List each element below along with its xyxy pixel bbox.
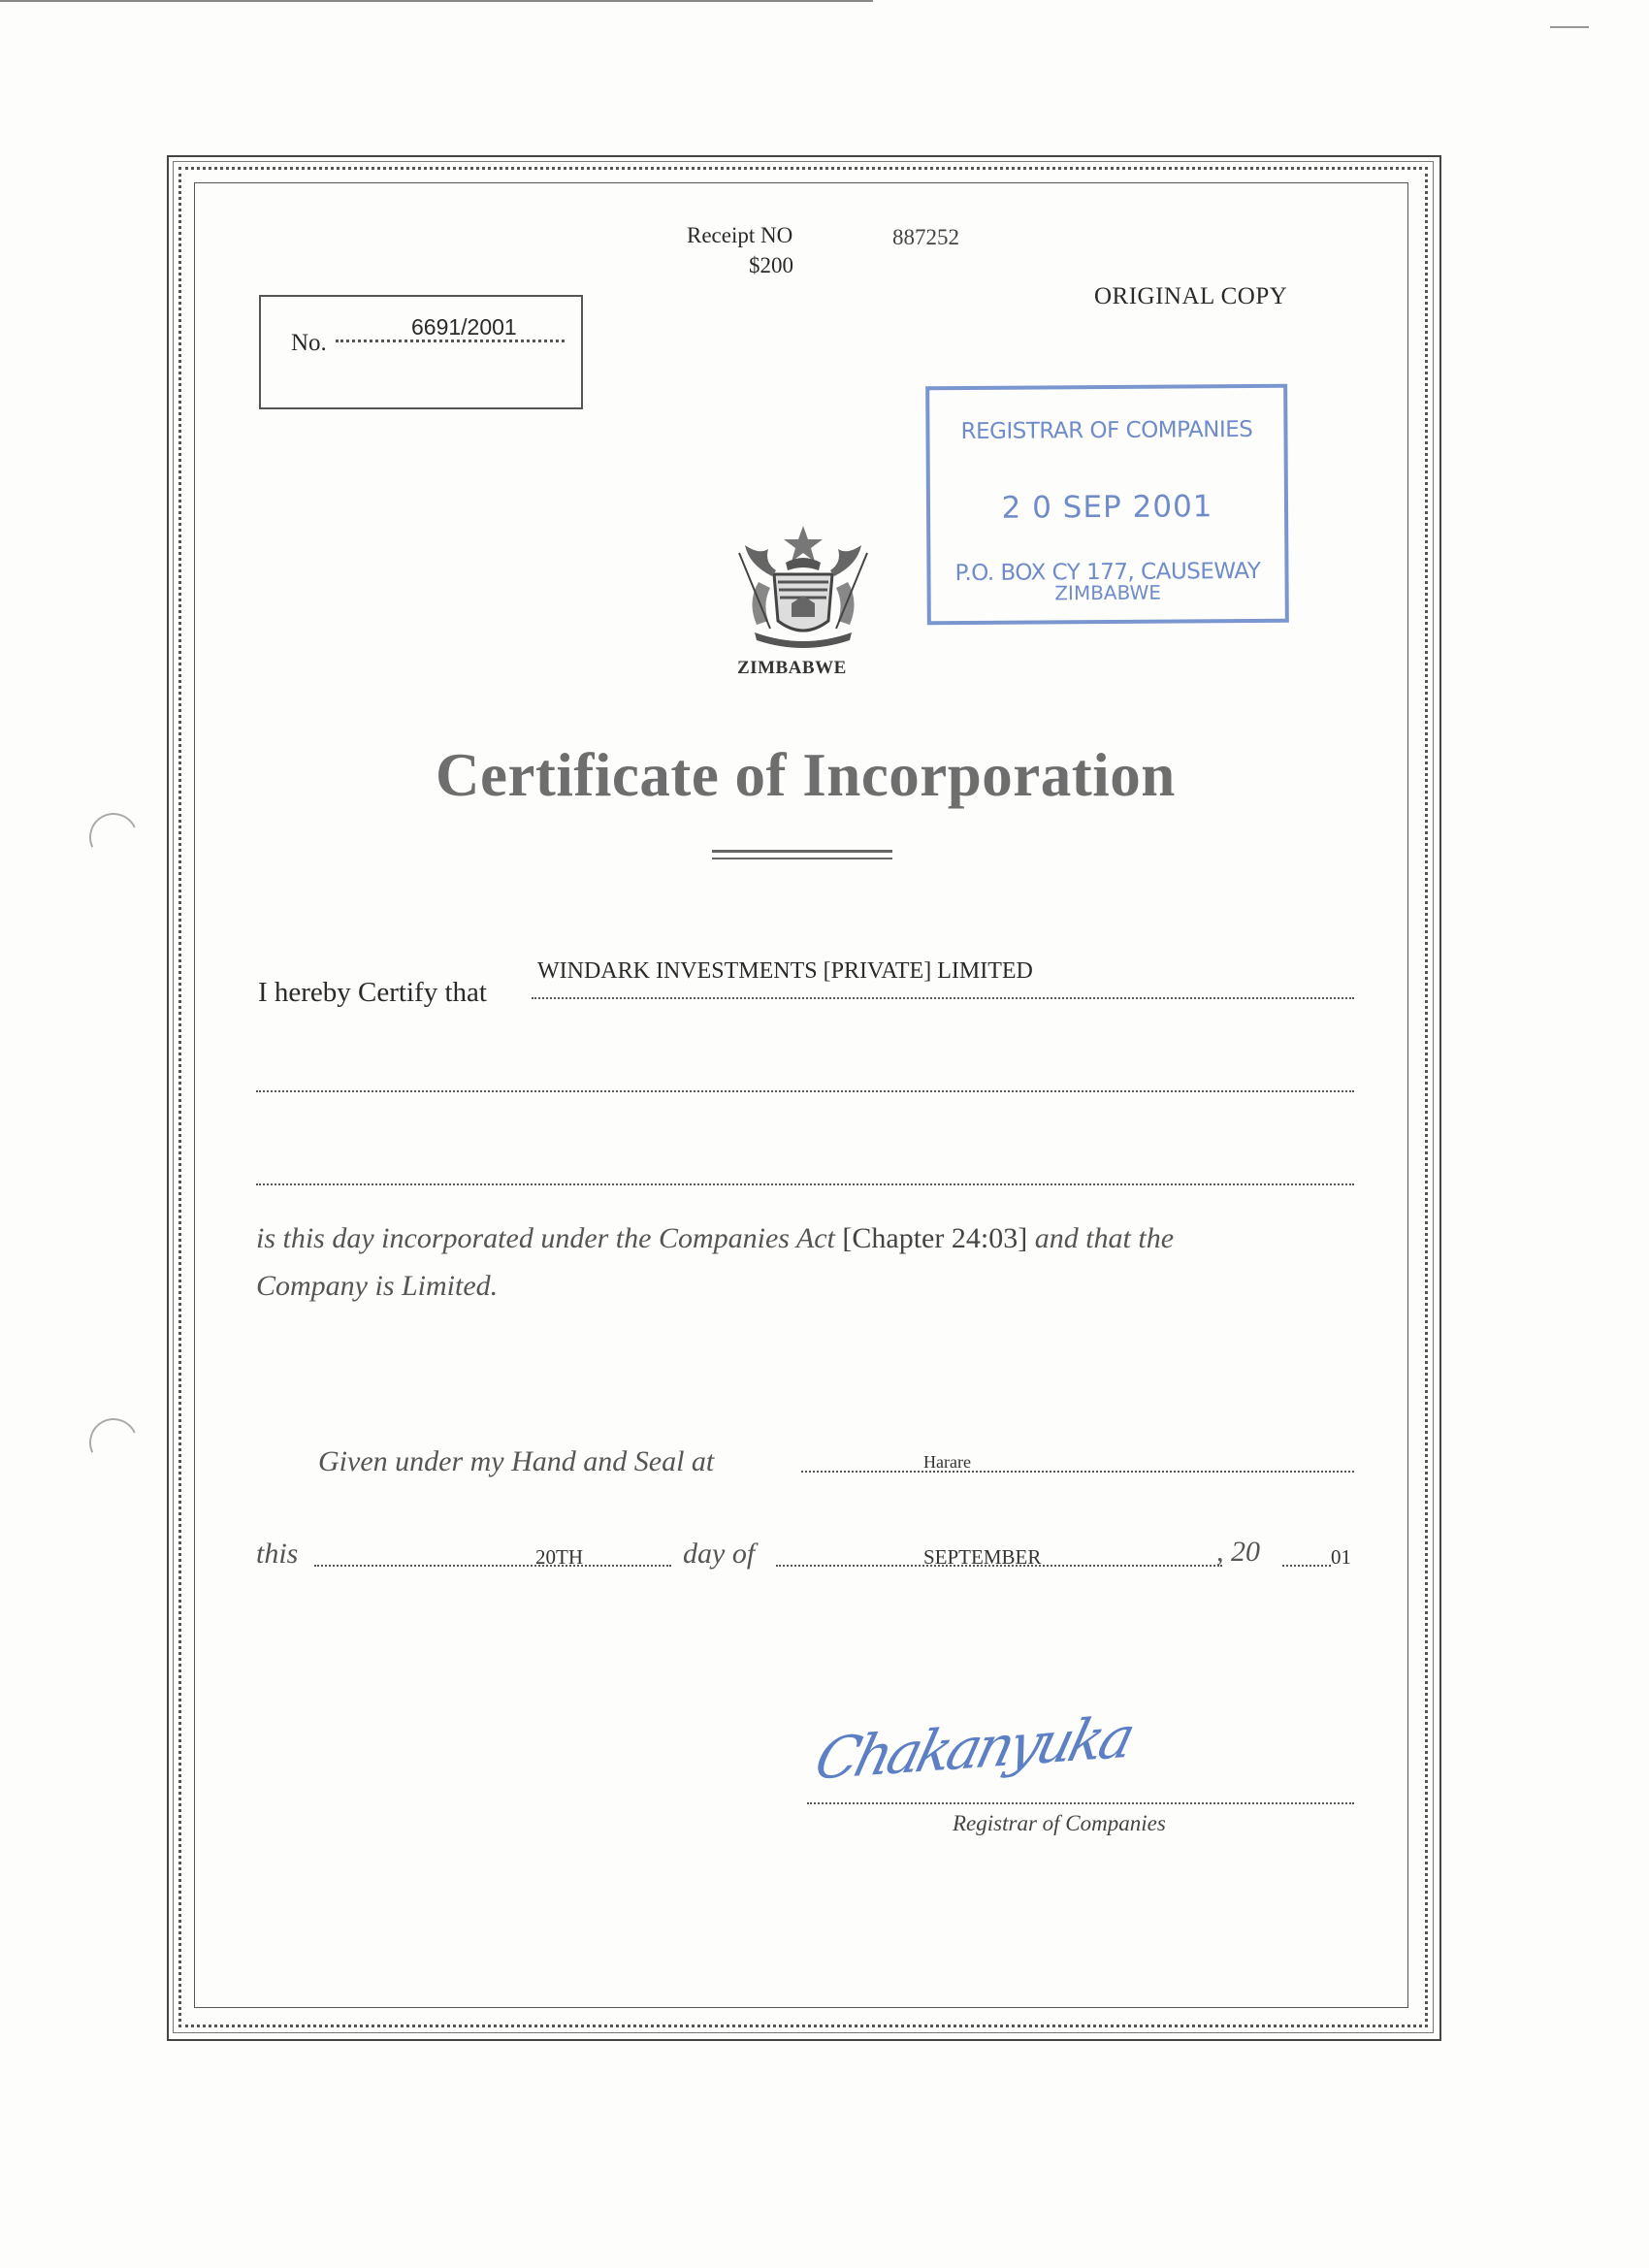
this-label: this	[256, 1538, 299, 1570]
certify-label: I hereby Certify that	[258, 977, 487, 1008]
century-label: , 20	[1216, 1536, 1260, 1568]
year-value: 01	[1331, 1545, 1351, 1569]
receipt-label: Receipt NO	[687, 223, 793, 247]
incorporation-statement-line-1	[256, 1222, 1174, 1255]
signatory-title: Registrar of Companies	[953, 1811, 1166, 1835]
incorporation-statement-line-2: Company is Limited.	[256, 1270, 499, 1302]
stamp-country: ZIMBABWE	[1054, 580, 1162, 605]
title-underline-second	[712, 858, 892, 859]
signature-dotline	[807, 1802, 1354, 1804]
given-under-hand-label: Given under my Hand and Seal at	[318, 1445, 715, 1477]
day-of-label: day of	[683, 1538, 756, 1570]
place-dotline	[801, 1471, 1354, 1473]
company-name-dotline-3	[256, 1183, 1354, 1185]
year-dotline	[1282, 1565, 1331, 1567]
company-name: WINDARK INVESTMENTS [PRIVATE] LIMITED	[537, 958, 1033, 984]
day-value: 20TH	[535, 1545, 583, 1569]
company-name-dotline-1	[532, 997, 1354, 999]
place-value: Harare	[923, 1452, 971, 1472]
punch-hole-top	[82, 806, 145, 868]
stamp-date: 2 0 SEP 2001	[1001, 489, 1213, 526]
stamp-office: REGISTRAR OF COMPANIES	[960, 416, 1253, 445]
certificate-title: Certificate of Incorporation	[436, 741, 1176, 809]
registration-number-value: 6691/2001	[411, 314, 517, 340]
emblem-caption: ZIMBABWE	[737, 658, 847, 678]
incorporation-text-part1: is this day incorporated under the Companies Act	[256, 1222, 835, 1254]
receipt-number: 887252	[892, 225, 959, 249]
month-value: SEPTEMBER	[923, 1545, 1042, 1569]
registrar-date-stamp	[925, 384, 1289, 626]
stamp-address: P.O. BOX CY 177, CAUSEWAY	[954, 558, 1261, 587]
zimbabwe-coat-of-arms-icon	[735, 524, 871, 650]
act-chapter: [Chapter 24:03]	[842, 1222, 1028, 1254]
title-underline	[712, 850, 892, 853]
copy-status: ORIGINAL COPY	[1094, 283, 1288, 309]
scan-edge	[0, 0, 873, 2]
incorporation-text-part2: and that the	[1034, 1222, 1175, 1254]
punch-hole-bottom	[82, 1411, 145, 1474]
registration-number-label: No.	[291, 330, 327, 356]
registrar-signature: Chakanyuka	[808, 1703, 1139, 1793]
scan-mark	[1550, 26, 1589, 28]
day-dotline	[314, 1565, 671, 1567]
receipt-amount: $200	[749, 253, 793, 277]
company-name-dotline-2	[256, 1090, 1354, 1092]
